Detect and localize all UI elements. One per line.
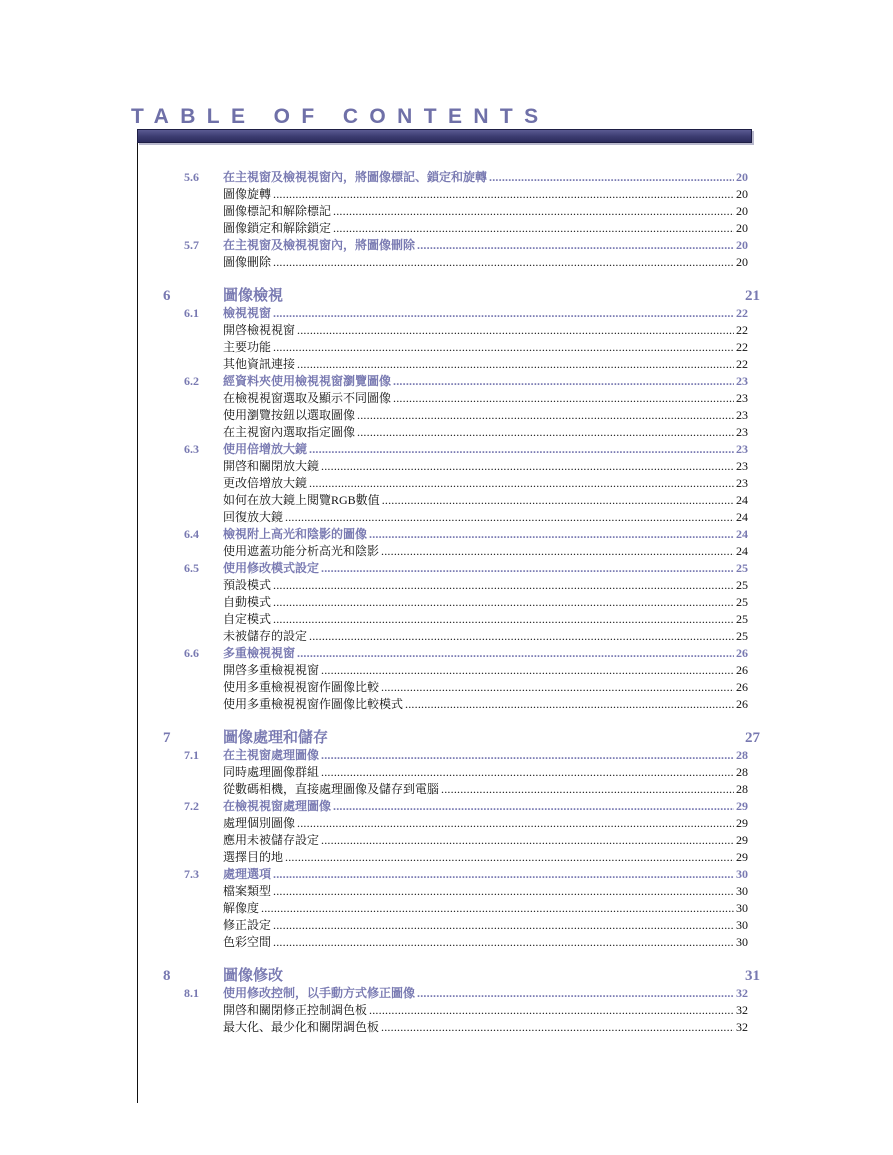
- toc-section-row[interactable]: [0, 985, 893, 1002]
- dot-leader: [381, 1019, 734, 1036]
- entry-title: 使用遮蓋功能分析高光和陰影: [223, 544, 380, 558]
- entry-page-number: 23: [736, 459, 748, 473]
- dot-leader: [273, 611, 734, 628]
- toc-subsection-row[interactable]: [0, 832, 893, 849]
- entry-page-number: 26: [736, 680, 748, 694]
- entry-page-number: 23: [736, 476, 748, 490]
- entry-page-number: 25: [736, 629, 748, 643]
- entry-title: 使用多重檢視視窗作圖像比較模式: [223, 697, 404, 711]
- toc-chapter-row[interactable]: [0, 968, 893, 985]
- entry-title: 使用修改模式設定: [223, 561, 320, 575]
- entry-title: 色彩空間: [223, 935, 272, 949]
- toc-subsection-row[interactable]: [0, 322, 893, 339]
- dot-leader: [405, 696, 734, 713]
- entry-title: 檢視視窗: [223, 306, 272, 320]
- toc-subsection-row[interactable]: [0, 611, 893, 628]
- entry-title: 在主視窗及檢視視窗內，將圖像標記、鎖定和旋轉: [223, 170, 488, 184]
- entry-page-number: 30: [736, 884, 748, 898]
- entry-title: 開啓和關閉修正控制調色板: [223, 1003, 368, 1017]
- entry-title: 預設模式: [223, 578, 272, 592]
- toc-subsection-row[interactable]: [0, 849, 893, 866]
- entry-page-number: 29: [736, 850, 748, 864]
- toc-subsection-row[interactable]: [0, 577, 893, 594]
- dot-leader: [393, 390, 734, 407]
- entry-page-number: 23: [736, 442, 748, 456]
- entry-page-number: 22: [736, 340, 748, 354]
- entry-page-number: 28: [736, 765, 748, 779]
- entry-page-number: 22: [736, 306, 748, 320]
- toc-section-row[interactable]: [0, 237, 893, 254]
- entry-title: 使用多重檢視視窗作圖像比較: [223, 680, 380, 694]
- dot-leader: [333, 203, 734, 220]
- dot-leader: [297, 322, 734, 339]
- chapter-number: 8: [163, 968, 171, 984]
- dot-leader: [273, 917, 734, 934]
- toc-subsection-row[interactable]: [0, 186, 893, 203]
- toc-chapter-row[interactable]: [0, 730, 893, 747]
- entry-title: 回復放大鏡: [223, 510, 284, 524]
- entry-title: 應用未被儲存設定: [223, 833, 320, 847]
- dot-leader: [333, 220, 734, 237]
- entry-page-number: 23: [736, 391, 748, 405]
- entry-page-number: 20: [736, 238, 748, 252]
- dot-leader: [321, 458, 734, 475]
- entry-title: 開啓和關閉放大鏡: [223, 459, 320, 473]
- dot-leader: [273, 883, 734, 900]
- entry-page-number: 23: [736, 408, 748, 422]
- entry-page-number: 32: [736, 1020, 748, 1034]
- dot-leader: [381, 679, 734, 696]
- toc-subsection-row[interactable]: [0, 934, 893, 951]
- chapter-page-number: 27: [745, 730, 760, 746]
- entry-page-number: 28: [736, 782, 748, 796]
- entry-page-number: 26: [736, 697, 748, 711]
- toc-subsection-row[interactable]: [0, 679, 893, 696]
- dot-leader: [417, 237, 734, 254]
- toc-subsection-row[interactable]: [0, 696, 893, 713]
- section-number: 7.3: [184, 867, 199, 881]
- entry-page-number: 20: [736, 255, 748, 269]
- dot-leader: [309, 628, 734, 645]
- toc-subsection-row[interactable]: [0, 781, 893, 798]
- toc-subsection-row[interactable]: [0, 917, 893, 934]
- entry-title: 檔案類型: [223, 884, 272, 898]
- entry-title: 處理選項: [223, 867, 272, 881]
- entry-page-number: 30: [736, 935, 748, 949]
- entry-page-number: 23: [736, 374, 748, 388]
- entry-title: 如何在放大鏡上閱覽RGB數值: [223, 493, 380, 507]
- entry-title: 未被儲存的設定: [223, 629, 308, 643]
- toc-subsection-row[interactable]: [0, 475, 893, 492]
- entry-title: 解像度: [223, 901, 260, 915]
- entry-title: 圖像刪除: [223, 255, 272, 269]
- entry-page-number: 29: [736, 833, 748, 847]
- toc-subsection-row[interactable]: [0, 356, 893, 373]
- table-of-contents: [0, 169, 893, 1036]
- entry-title: 修正設定: [223, 918, 272, 932]
- entry-page-number: 29: [736, 816, 748, 830]
- toc-section-row[interactable]: [0, 866, 893, 883]
- toc-subsection-row[interactable]: [0, 1002, 893, 1019]
- dot-leader: [285, 849, 734, 866]
- toc-subsection-row[interactable]: [0, 424, 893, 441]
- entry-title: 選擇目的地: [223, 850, 284, 864]
- dot-leader: [381, 543, 734, 560]
- entry-title: 在主視窗處理圖像: [223, 748, 320, 762]
- entry-page-number: 24: [736, 544, 748, 558]
- toc-subsection-row[interactable]: [0, 254, 893, 271]
- toc-subsection-row[interactable]: [0, 458, 893, 475]
- toc-subsection-row[interactable]: [0, 339, 893, 356]
- chapter-page-number: 21: [745, 288, 760, 304]
- entry-page-number: 26: [736, 663, 748, 677]
- toc-subsection-row[interactable]: [0, 407, 893, 424]
- entry-title: 最大化、最少化和關閉調色板: [223, 1020, 380, 1034]
- entry-page-number: 25: [736, 595, 748, 609]
- dot-leader: [297, 645, 734, 662]
- entry-page-number: 24: [736, 527, 748, 541]
- dot-leader: [369, 526, 734, 543]
- chapter-title: 圖像處理和儲存: [223, 730, 329, 746]
- dot-leader: [357, 424, 734, 441]
- entry-title: 使用瀏覽按鈕以選取圖像: [223, 408, 356, 422]
- dot-leader: [273, 339, 734, 356]
- toc-section-row[interactable]: [0, 441, 893, 458]
- chapter-page-number: 31: [745, 968, 760, 984]
- entry-title: 在檢視視窗選取及顯示不同圖像: [223, 391, 392, 405]
- section-number: 5.6: [184, 170, 199, 184]
- entry-title: 主要功能: [223, 340, 272, 354]
- dot-leader: [441, 781, 734, 798]
- section-number: 6.2: [184, 374, 199, 388]
- entry-page-number: 22: [736, 357, 748, 371]
- entry-page-number: 30: [736, 867, 748, 881]
- section-number: 7.1: [184, 748, 199, 762]
- dot-leader: [273, 254, 734, 271]
- chapter-title: 圖像修改: [223, 968, 284, 984]
- entry-page-number: 26: [736, 646, 748, 660]
- entry-page-number: 24: [736, 493, 748, 507]
- entry-title: 使用倍增放大鏡: [223, 442, 308, 456]
- chapter-title: 圖像檢視: [223, 288, 284, 304]
- entry-page-number: 20: [736, 187, 748, 201]
- entry-title: 開啓多重檢視視窗: [223, 663, 320, 677]
- toc-subsection-row[interactable]: [0, 509, 893, 526]
- section-number: 6.4: [184, 527, 199, 541]
- toc-chapter-row[interactable]: [0, 288, 893, 305]
- dot-leader: [273, 594, 734, 611]
- toc-subsection-row[interactable]: [0, 594, 893, 611]
- page-title: TABLE OF CONTENTS: [131, 105, 550, 128]
- dot-leader: [321, 747, 734, 764]
- dot-leader: [273, 186, 734, 203]
- dot-leader: [273, 305, 734, 322]
- entry-title: 圖像標記和解除標記: [223, 204, 332, 218]
- dot-leader: [297, 356, 734, 373]
- dot-leader: [285, 509, 734, 526]
- entry-title: 檢視附上高光和陰影的圖像: [223, 527, 368, 541]
- entry-page-number: 32: [736, 1003, 748, 1017]
- entry-page-number: 32: [736, 986, 748, 1000]
- dot-leader: [321, 764, 734, 781]
- dot-leader: [393, 373, 734, 390]
- chapter-number: 7: [163, 730, 171, 746]
- section-number: 6.6: [184, 646, 199, 660]
- title-bar: [137, 129, 752, 143]
- toc-subsection-row[interactable]: [0, 203, 893, 220]
- entry-page-number: 25: [736, 612, 748, 626]
- entry-page-number: 20: [736, 204, 748, 218]
- dot-leader: [321, 560, 734, 577]
- entry-title: 同時處理圖像群組: [223, 765, 320, 779]
- entry-title: 圖像旋轉: [223, 187, 272, 201]
- dot-leader: [417, 985, 734, 1002]
- toc-subsection-row[interactable]: [0, 883, 893, 900]
- entry-title: 更改倍增放大鏡: [223, 476, 308, 490]
- entry-page-number: 20: [736, 170, 748, 184]
- toc-section-row[interactable]: [0, 526, 893, 543]
- entry-page-number: 30: [736, 918, 748, 932]
- entry-page-number: 20: [736, 221, 748, 235]
- entry-title: 其他資訊連接: [223, 357, 296, 371]
- entry-page-number: 29: [736, 799, 748, 813]
- toc-subsection-row[interactable]: [0, 662, 893, 679]
- toc-subsection-row[interactable]: [0, 628, 893, 645]
- entry-title: 圖像鎖定和解除鎖定: [223, 221, 332, 235]
- entry-page-number: 28: [736, 748, 748, 762]
- entry-title: 開啓檢視視窗: [223, 323, 296, 337]
- dot-leader: [489, 169, 734, 186]
- entry-title: 在檢視視窗處理圖像: [223, 799, 332, 813]
- toc-subsection-row[interactable]: [0, 900, 893, 917]
- toc-section-row[interactable]: [0, 645, 893, 662]
- toc-section-row[interactable]: [0, 305, 893, 322]
- entry-title: 使用修改控制，以手動方式修正圖像: [223, 986, 416, 1000]
- toc-subsection-row[interactable]: [0, 390, 893, 407]
- toc-section-row[interactable]: [0, 169, 893, 186]
- toc-subsection-row[interactable]: [0, 220, 893, 237]
- toc-section-row[interactable]: [0, 560, 893, 577]
- chapter-number: 6: [163, 288, 171, 304]
- entry-title: 經資料夾使用檢視視窗瀏覽圖像: [223, 374, 392, 388]
- toc-subsection-row[interactable]: [0, 815, 893, 832]
- dot-leader: [382, 492, 734, 509]
- dot-leader: [321, 832, 734, 849]
- entry-title: 多重檢視視窗: [223, 646, 296, 660]
- toc-section-row[interactable]: [0, 373, 893, 390]
- toc-section-row[interactable]: [0, 747, 893, 764]
- section-number: 8.1: [184, 986, 199, 1000]
- toc-subsection-row[interactable]: [0, 492, 893, 509]
- section-number: 6.1: [184, 306, 199, 320]
- toc-subsection-row[interactable]: [0, 543, 893, 560]
- toc-subsection-row[interactable]: [0, 764, 893, 781]
- entry-page-number: 30: [736, 901, 748, 915]
- dot-leader: [357, 407, 734, 424]
- dot-leader: [273, 934, 734, 951]
- entry-page-number: 25: [736, 578, 748, 592]
- dot-leader: [273, 866, 734, 883]
- entry-page-number: 23: [736, 425, 748, 439]
- dot-leader: [309, 475, 734, 492]
- section-number: 6.3: [184, 442, 199, 456]
- entry-title: 在主視窗及檢視視窗內，將圖像刪除: [223, 238, 416, 252]
- dot-leader: [321, 662, 734, 679]
- entry-title: 處理個別圖像: [223, 816, 296, 830]
- section-number: 6.5: [184, 561, 199, 575]
- dot-leader: [333, 798, 734, 815]
- dot-leader: [273, 577, 734, 594]
- entry-title: 自動模式: [223, 595, 272, 609]
- entry-title: 在主視窗內選取指定圖像: [223, 425, 356, 439]
- dot-leader: [309, 441, 734, 458]
- entry-title: 從數碼相機，直接處理圖像及儲存到電腦: [223, 782, 440, 796]
- entry-page-number: 24: [736, 510, 748, 524]
- entry-page-number: 22: [736, 323, 748, 337]
- dot-leader: [297, 815, 734, 832]
- dot-leader: [369, 1002, 734, 1019]
- section-number: 7.2: [184, 799, 199, 813]
- entry-page-number: 25: [736, 561, 748, 575]
- section-number: 5.7: [184, 238, 199, 252]
- toc-subsection-row[interactable]: [0, 1019, 893, 1036]
- toc-section-row[interactable]: [0, 798, 893, 815]
- dot-leader: [261, 900, 734, 917]
- entry-title: 自定模式: [223, 612, 272, 626]
